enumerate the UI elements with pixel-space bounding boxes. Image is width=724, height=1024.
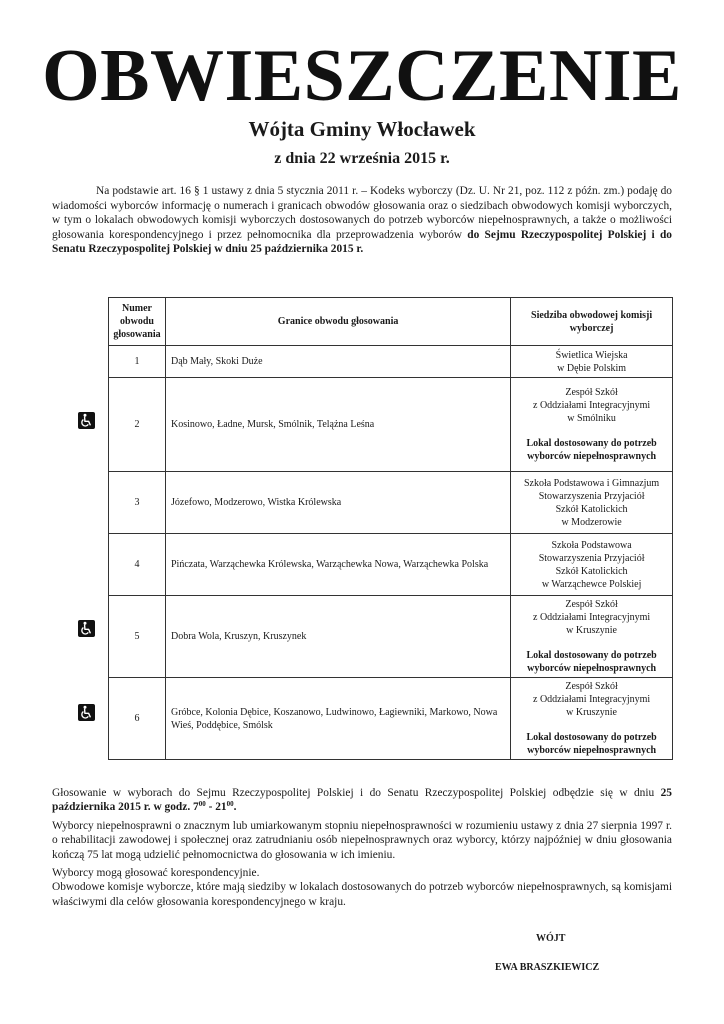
- seat-line: Zespół Szkół: [565, 387, 618, 398]
- intro-text: Na podstawie art. 16 § 1 ustawy z dnia 5 stycznia 2011 r. – Kodeks wyborczy (Dz. U. Nr 21, poz. 112 z późn. zm.) podaję do wiadomości wyborców informację o numerach i granicach obwodów głosowania oraz o siedzibach obwodowych komisji wyborczych, w tym o lokalach obwodowych komisji wyborczych dostosowanych do potrzeb wyborców niepełnosprawnych, a także o możliwości głosowania korespondencyjnego i przez pełnomocnika dla przeprowadzenia wyborów: [52, 185, 672, 241]
- seat-line: z Oddziałami Integracyjnymi: [533, 694, 651, 705]
- seat-line: z Oddziałami Integracyjnymi: [533, 612, 651, 623]
- footer-text: [52, 786, 672, 913]
- district-seat: [511, 534, 673, 596]
- seat-line: Szkoła Podstawowa i Gimnazjum: [523, 477, 660, 489]
- accessible-note: Lokal dostosowany do potrzeb wyborców niepełnosprawnych: [526, 732, 657, 756]
- seat-line: w Warząchewce Polskiej: [541, 578, 642, 590]
- footer-paragraph-3b: Obwodowe komisje wyborcze, które mają siedziby w lokalach dostosowanych do potrzeb wyborców niepełnosprawnych, są komisjami właściwymi dla celów głosowania korespondencyjnego w kraju.: [52, 881, 672, 908]
- district-seat: [511, 378, 673, 472]
- hour-end: - 21: [205, 801, 227, 814]
- table-body: [109, 346, 673, 760]
- district-bounds: Dobra Wola, Kruszyn, Kruszynek: [165, 596, 510, 678]
- seat-line: w Smólniku: [567, 413, 616, 424]
- seat-line: Zespół Szkół: [565, 599, 618, 610]
- signature-name: EWA BRASZKIEWICZ: [495, 962, 600, 973]
- hour-end-minutes: 00: [226, 800, 234, 809]
- table-row: [109, 346, 673, 378]
- district-bounds: Pińczata, Warząchewka Królewska, Warząchewka Nowa, Warząchewka Polska: [165, 534, 510, 596]
- issuer-title: Wójta Gminy Włocławek: [248, 117, 476, 141]
- district-bounds: Gróbce, Kolonia Dębice, Koszanowo, Ludwinowo, Łagiewniki, Markowo, Nowa Wieś, Poddębice, Smólsk: [165, 678, 510, 760]
- wheelchair-icon: [78, 412, 95, 429]
- seat-line: Stowarzyszenia Przyjaciół: [538, 552, 645, 564]
- district-seat: [511, 678, 673, 760]
- table-row: [109, 534, 673, 596]
- header-seat: Siedziba obwodowej komisji wyborczej: [511, 298, 673, 346]
- accessible-note: Lokal dostosowany do potrzeb wyborców niepełnosprawnych: [526, 438, 657, 462]
- district-bounds: Kosinowo, Ładne, Mursk, Smólnik, Telążna Leśna: [165, 378, 510, 472]
- table-header-row: [109, 298, 673, 346]
- footer-p1-text: Głosowanie w wyborach do Sejmu Rzeczypospolitej Polskiej i do Senatu Rzeczypospolitej Polskiej odbędzie się w dniu: [52, 787, 661, 799]
- district-seat: [511, 346, 673, 378]
- district-seat: [511, 472, 673, 534]
- header-bounds: Granice obwodu głosowania: [165, 298, 510, 346]
- district-number: 1: [109, 346, 166, 378]
- district-number: 6: [109, 678, 166, 760]
- seat-line: Szkoła Podstawowa: [551, 539, 632, 551]
- intro-bold-text: do Sejmu Rzeczypospolitej Polskiej i do Senatu Rzeczypospolitej Polskiej w dniu 25 października 2015 r.: [52, 228, 672, 256]
- district-number: 3: [109, 472, 166, 534]
- footer-paragraph-3a: Wyborcy mogą głosować korespondencyjnie.: [52, 867, 260, 880]
- seat-line: Świetlica Wiejska: [555, 349, 628, 361]
- seat-line: Szkół Katolickich: [555, 503, 628, 515]
- seat-line: w Kruszynie: [566, 707, 617, 718]
- district-number: 5: [109, 596, 166, 678]
- footer-paragraph-1: [52, 786, 672, 815]
- seat-line: Zespół Szkół: [565, 681, 618, 692]
- seat-line: w Kruszynie: [566, 625, 617, 636]
- district-bounds: Józefowo, Modzerowo, Wistka Królewska: [165, 472, 510, 534]
- table-row: [109, 596, 673, 678]
- table-row: [109, 472, 673, 534]
- signature-role: WÓJT: [536, 933, 566, 944]
- page-title: OBWIESZCZENIE: [42, 35, 682, 117]
- accessible-note: Lokal dostosowany do potrzeb wyborców niepełnosprawnych: [526, 650, 657, 674]
- table-row: [109, 678, 673, 760]
- table-row: [109, 378, 673, 472]
- district-bounds: Dąb Mały, Skoki Duże: [165, 346, 510, 378]
- seat-line: Szkół Katolickich: [555, 565, 628, 577]
- wheelchair-icon: [78, 704, 95, 721]
- footer-paragraph-2: Wyborcy niepełnosprawni o znacznym lub umiarkowanym stopniu niepełnosprawności w rozumieniu ustawy z dnia 27 sierpnia 1997 r. o rehabilitacji zawodowej i społecznej oraz zatrudnianiu osób niepełnosprawnych oraz wyborcy, którzy najpóźniej w dniu głosowania kończą 75 lat mogą udzielić pełnomocnictwa do głosowania w ich imieniu.: [52, 819, 672, 861]
- intro-paragraph: [52, 184, 672, 257]
- footer-p1-end: .: [233, 801, 237, 814]
- hour-start-minutes: 00: [198, 800, 206, 809]
- election-date: 25 października 2015 r. w godz. 7: [52, 787, 672, 814]
- wheelchair-icon: [78, 620, 95, 637]
- voting-districts-table: [108, 297, 673, 760]
- district-seat: [511, 596, 673, 678]
- seat-line: Stowarzyszenia Przyjaciół: [538, 490, 645, 502]
- header-number: Numer obwodu głosowania: [109, 298, 166, 346]
- seat-line: w Modzerowie: [561, 516, 622, 528]
- district-number: 4: [109, 534, 166, 596]
- seat-line: z Oddziałami Integracyjnymi: [533, 400, 651, 411]
- document-date: z dnia 22 września 2015 r.: [274, 150, 450, 167]
- seat-line: w Dębie Polskim: [557, 362, 627, 374]
- district-number: 2: [109, 378, 166, 472]
